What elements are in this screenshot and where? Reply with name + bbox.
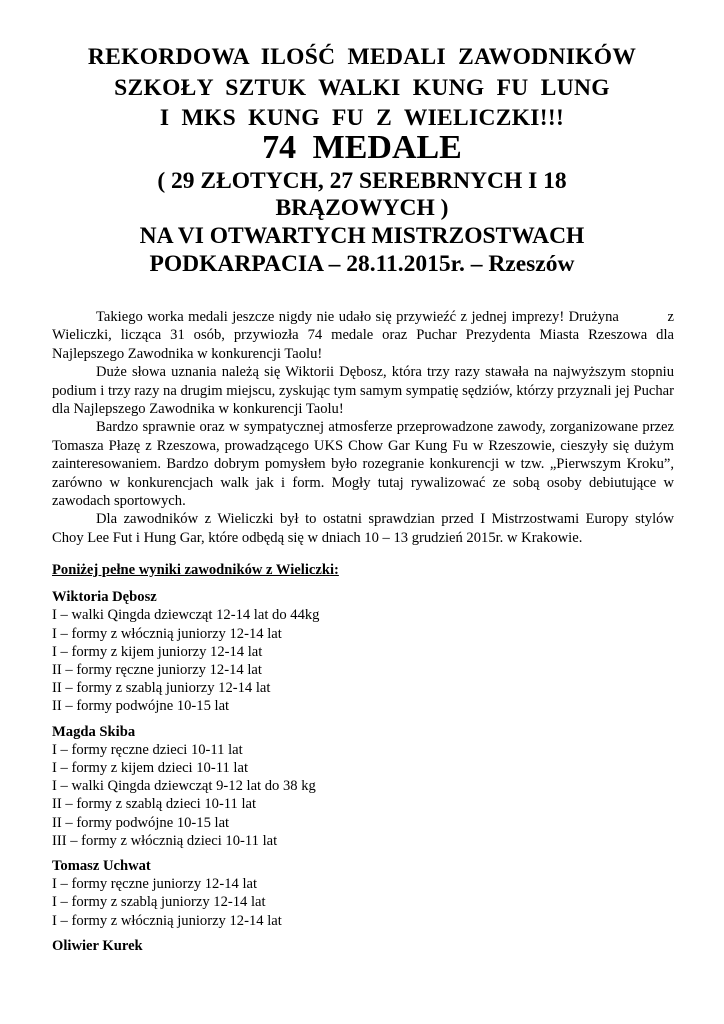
medal-count-heading: 74 MEDALE [262,129,462,166]
headline-line-3: I MKS KUNG FU Z WIELICZKI!!! [159,105,565,131]
result-line: I – formy z szablą juniorzy 12-14 lat [52,894,266,911]
result-line: I – walki Qingda dziewcząt 12-14 lat do 44kg [52,607,320,624]
result-line: I – formy z kijem dzieci 10-11 lat [52,760,249,777]
article-paragraph: Duże słowa uznania należą się Wiktorii Dębosz, która trzy razy stawała na najwyższym stopniu podium i trzy razy na drugim miejscu, zyskując tym samym sympatię sędziów, którzy przyznali jej Puchar dla Najlepszego Zawodnika w konkurencji Taolu! [52,364,674,418]
result-line: II – formy ręczne juniorzy 12-14 lat [52,662,262,679]
athlete-block [52,723,674,850]
article-paragraph: Dla zawodników z Wieliczki był to ostatni sprawdzian przed I Mistrzostwami Europy stylów Choy Lee Fut i Hung Gar, które odbędą się w dniach 10 – 13 grudzień 2015r. w Krakowie. [52,511,674,546]
event-line-1: NA VI OTWARTYCH MISTRZOSTWACH [139,223,585,249]
athlete-name: Oliwier Kurek [52,937,143,954]
article-paragraph: Bardzo sprawnie oraz w sympatycznej atmosferze przeprowadzone zawody, zorganizowane przez Tomasza Płazę z Rzeszowa, prowadzącego UKS Chow Gar Kung Fu w Rzeszowie, cieszyły się dużym zainteresowaniem. Bardzo dobrym pomysłem było rozegranie konkurencji w tzw. „Pierwszym Kroku”, zarówno w konkurencjach walk jak i form. Mogły tutaj rywalizować ze sobą osoby debiutujące w zawodach sportowych. [52,419,674,510]
result-line: II – formy z szablą juniorzy 12-14 lat [52,680,271,697]
result-line: III – formy z włócznią dzieci 10-11 lat [52,832,278,849]
athlete-name: Tomasz Uchwat [52,858,151,875]
event-line-2: PODKARPACIA – 28.11.2015r. – Rzeszów [149,251,575,277]
result-line: I – formy z włócznią juniorzy 12-14 lat [52,625,282,642]
results-section [52,561,674,962]
medal-breakdown-line-1: ( 29 ZŁOTYCH, 27 SEREBRNYCH I 18 [157,168,567,194]
article-paragraph: Takiego worka medali jeszcze nigdy nie udało się przywieźć z jednej imprezy! Drużyna z Wieliczki, licząca 31 osób, przywiozła 74 medale oraz Puchar Prezydenta Miasta Rzeszowa dla Najlepszego Zawodnika w konkurencji Taolu! [52,309,674,362]
medal-breakdown-line-2: BRĄZOWYCH ) [275,195,449,221]
results-title: Poniżej pełne wyniki zawodników z Wieliczki: [52,562,339,578]
result-line: I – walki Qingda dziewcząt 9-12 lat do 38 kg [52,778,316,795]
result-line: II – formy podwójne 10-15 lat [52,698,230,715]
result-line: I – formy z kijem juniorzy 12-14 lat [52,643,263,660]
athlete-block [52,588,674,715]
headline-line-2: SZKOŁY SZTUK WALKI KUNG FU LUNG [114,75,610,101]
athlete-name: Wiktoria Dębosz [52,589,157,606]
result-line: I – formy ręczne dzieci 10-11 lat [52,741,243,758]
athlete-block [52,937,674,955]
headline-line-1: REKORDOWA ILOŚĆ MEDALI ZAWODNIKÓW [87,44,637,70]
athlete-name: Magda Skiba [52,723,136,740]
result-line: II – formy z szablą dzieci 10-11 lat [52,796,257,813]
athlete-block [52,857,674,930]
result-line: II – formy podwójne 10-15 lat [52,814,230,831]
result-line: I – formy z włócznią juniorzy 12-14 lat [52,912,282,929]
result-line: I – formy ręczne juniorzy 12-14 lat [52,876,258,893]
article-body [52,308,674,547]
